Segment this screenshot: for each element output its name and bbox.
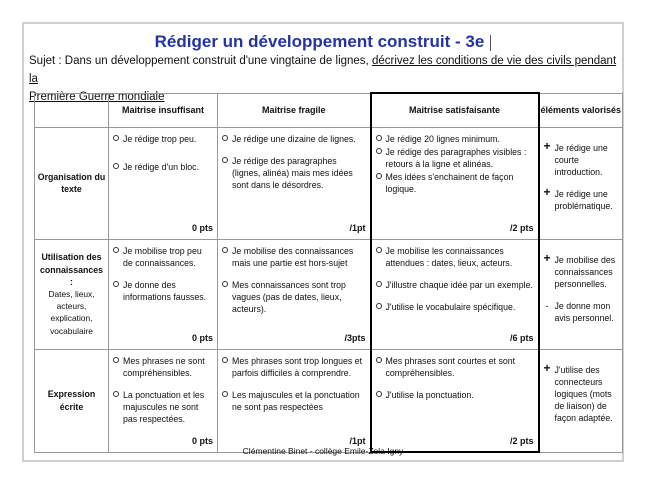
table-row — [35, 349, 623, 452]
bullet-icon — [376, 303, 382, 309]
cell-insuffisant: Je rédige trop peu. Je rédige d'un bloc. 0 pts — [109, 127, 218, 239]
bullet-icon — [376, 391, 382, 397]
cell-satisfaisante: Je rédige 20 lignes minimum. Je rédige des paragraphes visibles : retours à la ligne et alinéas. Mes idées s'enchainent de façon logique. /2 pts — [371, 127, 539, 239]
bullet-icon — [222, 247, 228, 253]
cell-valorises: + J'utilise des connecteurs logiques (mots de liaison) de façon adaptée. — [539, 349, 623, 452]
bullet-icon — [113, 391, 119, 397]
score: 0 pts — [191, 223, 213, 234]
bullet-icon — [113, 163, 119, 169]
table-row — [35, 127, 623, 239]
plus-icon: + — [543, 138, 551, 153]
cell-valorises: + Je mobilise des connaissances personnelles. - Je donne mon avis personnel. — [539, 239, 623, 349]
bullet-icon — [376, 281, 382, 287]
bullet-icon — [376, 173, 382, 179]
plus-icon: + — [543, 185, 551, 200]
evaluation-grid — [34, 92, 623, 453]
bullet-icon — [376, 247, 382, 253]
row-label: Expression écrite — [35, 349, 109, 452]
cell-valorises: + Je rédige une courte introduction. + Je rédige une problématique. — [539, 127, 623, 239]
text-cursor — [490, 35, 491, 51]
bullet-icon — [113, 281, 119, 287]
row-label: Organisation du texte — [35, 127, 109, 239]
dash-icon: - — [545, 301, 549, 312]
score: /2 pts — [509, 223, 534, 234]
header-fragile: Maitrise fragile — [218, 93, 371, 127]
plus-icon: + — [543, 360, 551, 375]
header-insuffisant: Maitrise insuffisant — [109, 93, 218, 127]
score: 0 pts — [191, 436, 213, 447]
subject-text: Sujet : Dans un développement construit d'une vingtaine de lignes, décrivez les conditions de vie des civils pendant la Première Guerre mondiale — [29, 55, 617, 103]
footer-credit: Clémentine Binet - collège Emile-Zola Igny — [242, 446, 404, 456]
cell-insuffisant: Je mobilise trop peu de connaissances. Je donne des informations fausses. 0 pts — [109, 239, 218, 349]
cell-fragile: Je mobilise des connaissances mais une partie est hors-sujet Mes connaissances sont trop vagues (pas de dates, lieux, acteurs). /3pts — [218, 239, 371, 349]
cell-satisfaisante: Mes phrases sont courtes et sont compréhensibles. J'utilise la ponctuation. /2 pts — [371, 349, 539, 452]
bullet-icon — [113, 247, 119, 253]
bullet-icon — [113, 135, 119, 141]
document-title: Rédiger un développement construit - 3e — [0, 32, 646, 52]
bullet-icon — [222, 281, 228, 287]
cell-satisfaisante: Je mobilise les connaissances attendues : dates, lieux, acteurs. J'illustre chaque idée par un exemple. J'utilise le vocabulaire spécifique. /6 pts — [371, 239, 539, 349]
score: /1pt — [349, 223, 366, 234]
row-label-sub: Dates, lieux, acteurs, explication, vocabulaire — [48, 288, 95, 336]
bullet-icon — [113, 357, 119, 363]
cell-insuffisant: Mes phrases ne sont compréhensibles. La ponctuation et les majuscules ne sont pas respectées. 0 pts — [109, 349, 218, 452]
score: /6 pts — [509, 333, 534, 344]
score: /2 pts — [509, 435, 534, 446]
bullet-icon — [376, 357, 382, 363]
table-row — [35, 239, 623, 349]
score: /1pt — [349, 436, 366, 447]
bullet-icon — [222, 135, 228, 141]
row-label: Utilisation des connaissances : Dates, lieux, acteurs, explication, vocabulaire — [35, 239, 109, 349]
bullet-icon — [376, 135, 382, 141]
header-satisfaisante: Maitrise satisfaisante — [371, 93, 539, 127]
plus-icon: + — [543, 250, 551, 265]
bullet-icon — [376, 148, 382, 154]
subject-underlined-2: Première Guerre mondiale — [29, 91, 165, 103]
subject-underlined: décrivez les conditions de vie des civils pendant la — [29, 55, 617, 85]
bullet-icon — [222, 391, 228, 397]
header-valorises: éléments valorisés — [539, 93, 623, 127]
bullet-icon — [222, 357, 228, 363]
cell-fragile: Je rédige une dizaine de lignes. Je rédige des paragraphes (lignes, alinéa) mais mes idées sont dans le désordres. /1pt — [218, 127, 371, 239]
header-empty — [35, 93, 109, 127]
bullet-icon — [222, 157, 228, 163]
cell-fragile: Mes phrases sont trop longues et parfois difficiles à comprendre. Les majuscules et la ponctuation ne sont pas respectées /1pt — [218, 349, 371, 452]
score: 0 pts — [191, 333, 213, 344]
score: /3pts — [344, 333, 366, 344]
header-row — [35, 93, 623, 127]
